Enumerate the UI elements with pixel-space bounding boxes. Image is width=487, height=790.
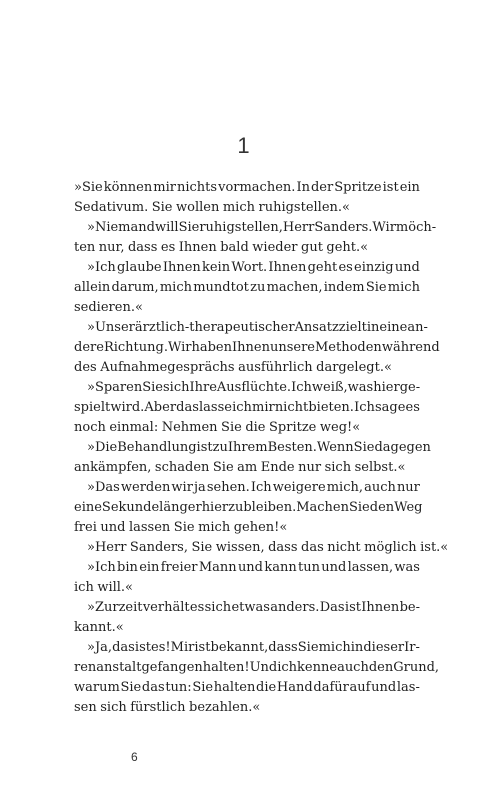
text-line: frei und lassen Sie mich gehen!« (74, 520, 288, 535)
text-line: ich will.« (74, 580, 133, 595)
text-line: »Unser ärztlich-therapeutischer Ansatz zielt in eine an- (87, 320, 428, 335)
text-line: »Sie können mir nichts vormachen. In der Spritze ist ein (74, 180, 420, 195)
text-line: noch einmal: Nehmen Sie die Spritze weg!« (74, 420, 361, 435)
text-line: allein darum, mich mundtot zu machen, indem Sie mich (74, 280, 420, 295)
text-line: »Sparen Sie sich Ihre Ausflüchte. Ich weiß, was hier ge- (87, 380, 421, 395)
text-line: »Ich glaube Ihnen kein Wort. Ihnen geht es einzig und (87, 260, 420, 275)
text-line: kannt.« (74, 620, 124, 635)
text-line: spielt wird. Aber das lasse ich mir nicht bieten. Ich sage es (74, 400, 420, 415)
text-line: ten nur, dass es Ihnen bald wieder gut geht.« (74, 240, 369, 255)
text-line: »Niemand will Sie ruhigstellen, Herr Sanders. Wir möch- (87, 220, 437, 235)
text-line: sedieren.« (74, 300, 143, 315)
text-line: ankämpfen, schaden Sie am Ende nur sich selbst.« (74, 460, 406, 475)
text-line: dere Richtung. Wir haben Ihnen unsere Methoden während (74, 340, 440, 355)
text-line: »Die Behandlung ist zu Ihrem Besten. Wenn Sie dagegen (87, 440, 431, 455)
text-line: renanstalt gefangen halten! Und ich kenne auch den Grund, (74, 660, 440, 675)
body-text (74, 178, 449, 718)
text-line: des Aufnahmegesprächs ausführlich dargelegt.« (74, 360, 392, 375)
text-line: »Das werden wir ja sehen. Ich weigere mich, auch nur (87, 480, 420, 495)
text-line: eine Sekunde länger hierzubleiben. Machen Sie den Weg (74, 500, 423, 515)
text-line: sen sich fürstlich bezahlen.« (74, 700, 261, 715)
text-line: warum Sie das tun: Sie halten die Hand dafür auf und las- (74, 680, 420, 695)
text-line: »Ich bin ein freier Mann und kann tun und lassen, was (87, 560, 420, 575)
text-line: Sedativum. Sie wollen mich ruhigstellen.« (74, 200, 350, 215)
chapter-number: 1 (237, 133, 250, 158)
text-line: »Herr Sanders, Sie wissen, dass das nicht möglich ist.« (87, 540, 449, 555)
page-number: 6 (131, 750, 138, 764)
text-line: »Ja, das ist es! Mir ist bekannt, dass Sie mich in dieser Ir- (87, 640, 420, 655)
text-line: »Zurzeit verhält es sich etwas anders. Das ist Ihnen be- (87, 600, 420, 615)
